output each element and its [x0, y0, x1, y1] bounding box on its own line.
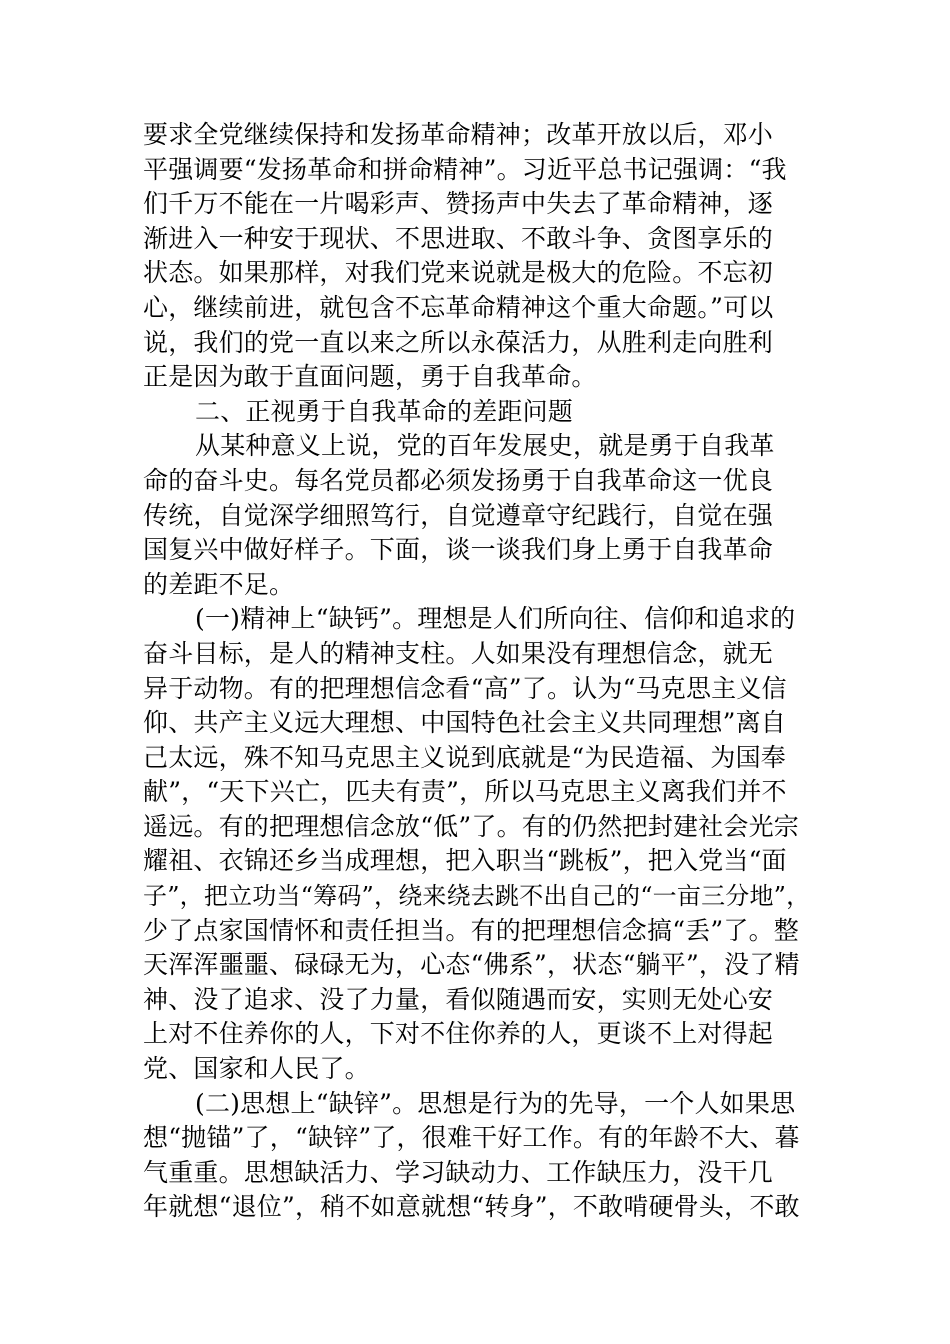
- text-line: 渐进入一种安于现状、不思进取、不敢斗争、贪图享乐的: [143, 223, 774, 253]
- body-text: [143, 118, 813, 1225]
- text-line: 传统，自觉深学细照笃行，自觉遵章守纪践行，自觉在强: [143, 500, 774, 530]
- text-line: 少了点家国情怀和责任担当。有的把理想信念搞“丢”了。整: [143, 915, 799, 945]
- text-line: 说，我们的党一直以来之所以永葆活力，从胜利走向胜利: [143, 327, 774, 357]
- text-line: 遥远。有的把理想信念放“低”了。有的仍然把封建社会光宗: [143, 811, 799, 841]
- text-line: 们千万不能在一片喝彩声、赞扬声中失去了革命精神，逐: [143, 189, 774, 219]
- text-line: 气重重。思想缺活力、学习缺动力、工作缺压力，没干几: [143, 1157, 774, 1187]
- text-line: 国复兴中做好样子。下面，谈一谈我们身上勇于自我革命: [143, 535, 774, 565]
- text-line: 想“抛锚”了，“缺锌”了，很难干好工作。有的年龄不大、暮: [143, 1123, 800, 1153]
- paragraph-first-line: (二)思想上“缺锌”。思想是行为的先导，一个人如果思: [195, 1088, 796, 1118]
- text-line: 上对不住养你的人，下对不住你养的人，更谈不上对得起: [143, 1019, 774, 1049]
- text-line: 献”，“天下兴亡，匹夫有责”，所以马克思主义离我们并不: [143, 777, 787, 807]
- text-line: 平强调要“发扬革命和拼命精神”。习近平总书记强调：“我: [143, 154, 787, 184]
- text-line: 奋斗目标，是人的精神支柱。人如果没有理想信念，就无: [143, 638, 774, 668]
- text-line: 异于动物。有的把理想信念看“高”了。认为“马克思主义信: [143, 673, 787, 703]
- paragraph-first-line: 从某种意义上说，党的百年发展史，就是勇于自我革: [195, 431, 775, 461]
- text-line: 天浑浑噩噩、碌碌无为，心态“佛系”，状态“躺平”，没了精: [143, 950, 800, 980]
- text-line: 己太远，殊不知马克思主义说到底就是“为民造福、为国奉: [143, 742, 786, 772]
- text-line: 年就想“退位”，稍不如意就想“转身”，不敢啃硬骨头，不敢: [143, 1192, 800, 1222]
- text-line: 仰、共产主义远大理想、中国特色社会主义共同理想”离自: [143, 708, 786, 738]
- paragraph-first-line: 二、正视勇于自我革命的差距问题: [195, 396, 574, 426]
- text-line: 的差距不足。: [143, 569, 295, 599]
- text-line: 心，继续前进，就包含不忘革命精神这个重大命题。”可以: [143, 292, 774, 322]
- text-line: 正是因为敢于直面问题，勇于自我革命。: [143, 362, 597, 392]
- paragraph-first-line: (一)精神上“缺钙”。理想是人们所向往、信仰和追求的: [195, 604, 796, 634]
- text-line: 耀祖、衣锦还乡当成理想，把入职当“跳板”，把入党当“面: [143, 846, 787, 876]
- text-line: 状态。如果那样，对我们党来说就是极大的危险。不忘初: [143, 258, 774, 288]
- text-line: 命的奋斗史。每名党员都必须发扬勇于自我革命这一优良: [143, 465, 774, 495]
- text-line: 党、国家和人民了。: [143, 1054, 370, 1084]
- text-line: 神、没了追求、没了力量，看似随遇而安，实则无处心安: [143, 984, 774, 1014]
- text-line: 子”，把立功当“筹码”，绕来绕去跳不出自己的“一亩三分地”，: [143, 882, 811, 911]
- text-line: 要求全党继续保持和发扬革命精神；改革开放以后，邓小: [143, 120, 774, 149]
